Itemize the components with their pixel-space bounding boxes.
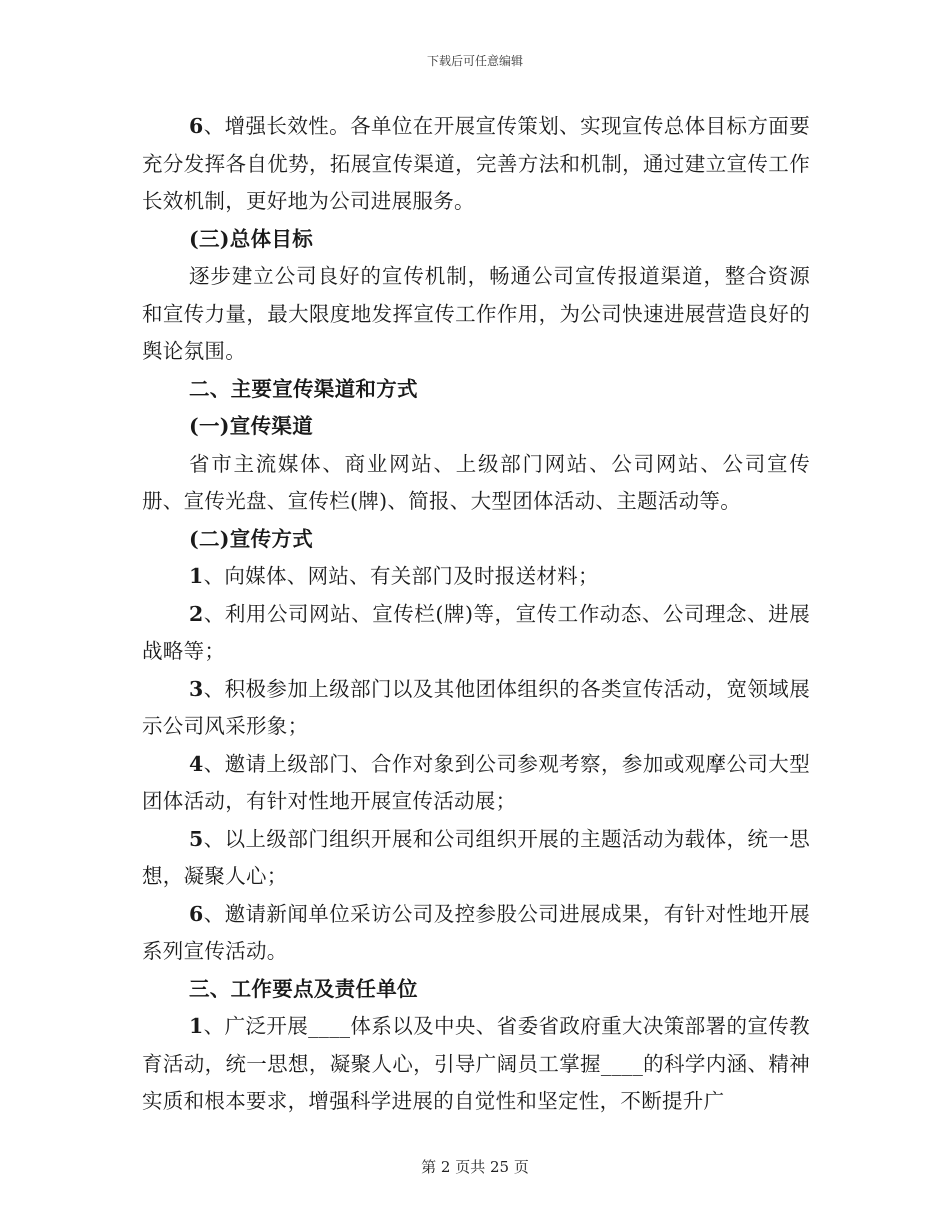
item-number: 6: [189, 901, 204, 926]
list-item-text: 、邀请上级部门、合作对象到公司参观考察，参加或观摩公司大型团体活动，有针对性地开展宣传活动展；: [142, 751, 810, 813]
section-heading: (一)宣传渠道: [189, 414, 313, 438]
item-number: 4: [189, 751, 204, 776]
paragraph-text: 省市主流媒体、商业网站、上级部门网站、公司网站、公司宣传册、宣传光盘、宣传栏(牌)、简报、大型团体活动、主题活动等。: [142, 451, 810, 513]
page-number: 第 2 页共 25 页: [421, 1158, 529, 1176]
item-number: 3: [189, 676, 204, 701]
page-header: 下载后可任意编辑: [426, 54, 523, 68]
list-item-text: 、积极参加上级部门以及其他团体组织的各类宣传活动，宽领域展示公司风采形象；: [142, 676, 810, 738]
item-number: 1: [189, 1014, 204, 1038]
list-item-text: 、利用公司网站、宣传栏(牌)等，宣传工作动态、公司理念、进展战略等；: [142, 601, 810, 663]
section-heading: 三、工作要点及责任单位: [189, 976, 418, 1001]
paragraph-text: 、增强长效性。各单位在开展宣传策划、实现宣传总体目标方面要充分发挥各自优势，拓展宣传渠道，完善方法和机制，通过建立宣传工作长效机制，更好地为公司进展服务。: [142, 114, 810, 213]
item-number: 2: [189, 601, 204, 626]
list-item: [142, 821, 810, 896]
document-body: [142, 108, 810, 1121]
list-item: [142, 671, 810, 746]
list-item-text: 、广泛开展____体系以及中央、省委省政府重大决策部署的宣传教育活动，统一思想，凝聚人心，引导广阔员工掌握____的科学内涵、精神实质和根本要求，增强科学进展的自觉性和坚定性，不断提升广: [142, 1014, 810, 1113]
paragraph-1: [142, 108, 810, 221]
list-item: [142, 746, 810, 821]
list-item: [142, 596, 810, 671]
list-item: [142, 558, 810, 596]
list-item-text: 、邀请新闻单位采访公司及控参股公司进展成果，有针对性地开展系列宣传活动。: [142, 901, 810, 963]
paragraph-text: 逐步建立公司良好的宣传机制，畅通公司宣传报道渠道，整合资源和宣传力量，最大限度地发挥宣传工作作用，为公司快速进展营造良好的舆论氛围。: [142, 264, 810, 363]
item-number: 6: [189, 114, 204, 138]
section-heading: (二)宣传方式: [189, 526, 313, 551]
section-heading: (三)总体目标: [189, 226, 313, 251]
item-number: 5: [189, 826, 204, 851]
section-heading: 二、主要宣传渠道和方式: [189, 376, 418, 401]
item-number: 1: [189, 564, 204, 588]
list-item: [142, 896, 810, 971]
list-item: [142, 1008, 810, 1121]
list-item-text: 、以上级部门组织开展和公司组织开展的主题活动为载体，统一思想，凝聚人心；: [142, 826, 810, 888]
list-item-text: 、向媒体、网站、有关部门及时报送材料；: [203, 564, 599, 588]
